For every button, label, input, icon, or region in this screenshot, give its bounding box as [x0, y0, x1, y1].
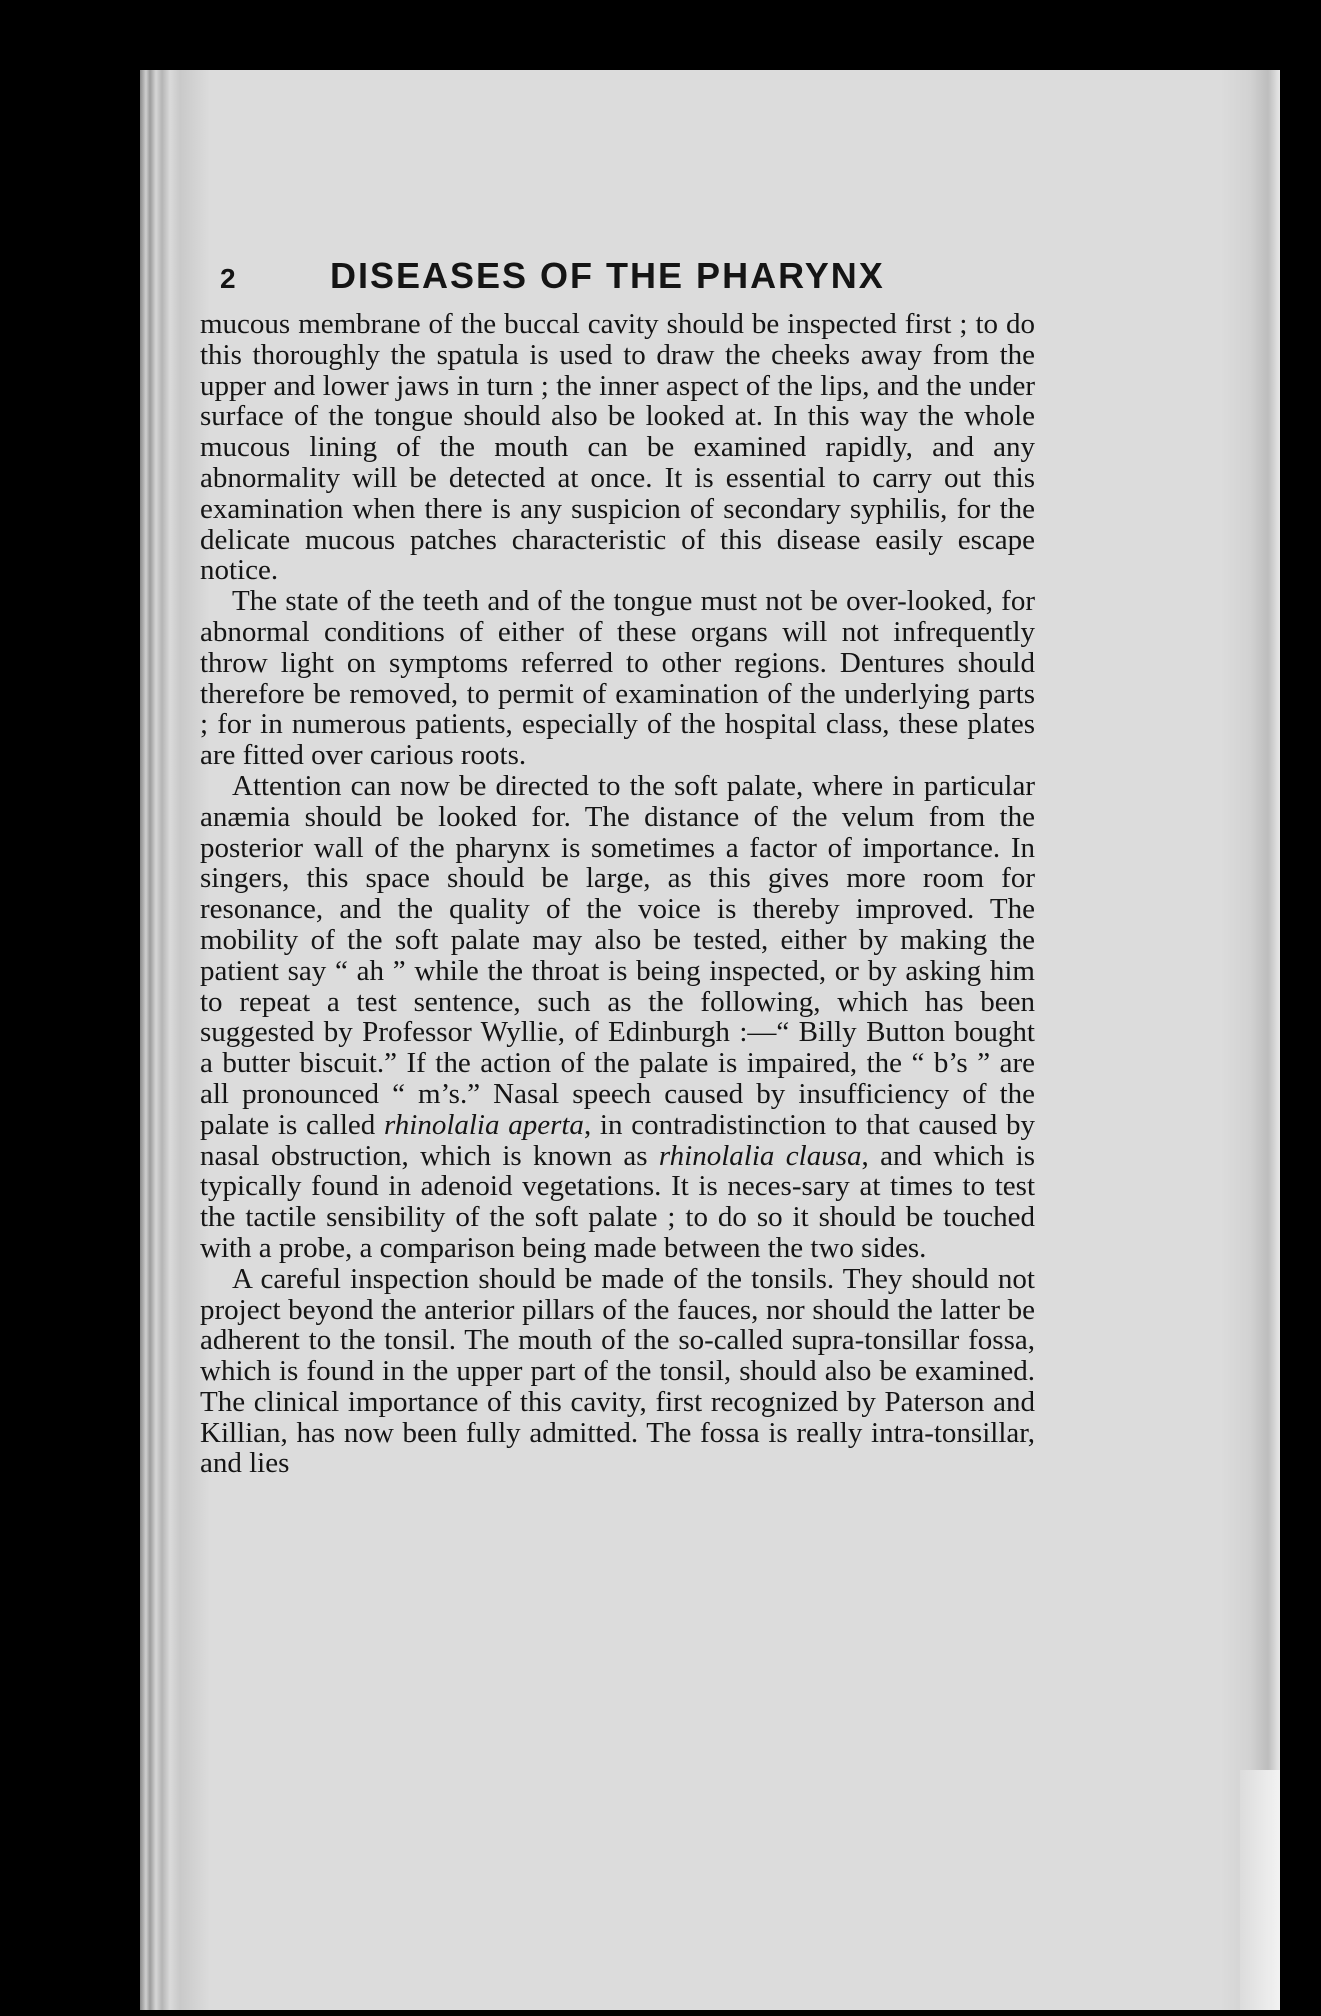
page-corner-shadow — [1240, 1770, 1280, 2010]
soft-palate-text-part1: Attention can now be directed to the soft palate, where in particular anæmia should be looked for. The distance of the velum from the posterior wall of the pharynx is sometimes a factor of importance. In singers, this space should be large, as this gives more room for resonance, and the quality of the voice is thereby improved. The mobility of the soft palate may also be tested, either by making the patient say “ ah ” while the throat is being inspected, or by asking him to repeat a test sentence, such as the following, which has been suggested by Professor Wyllie, of Edinburgh :—“ Billy Button bought a butter biscuit.” If the action of the palate is impaired, the “ b’s ” are all pronounced “ m’s.” Nasal speech caused by insufficiency of the palate is called — [200, 769, 1035, 1141]
paragraph-buccal-cavity: mucous membrane of the buccal cavity should be inspected first ; to do this thoroughly the spatula is used to draw the cheeks away from the upper and lower jaws in turn ; the inner aspect of the lips, and the under surface of the tongue should also be looked at. In this way the whole mucous lining of the mouth can be examined rapidly, and any abnormality will be detected at once. It is essential to carry out this examination when there is any suspicion of secondary syphilis, for the delicate mucous patches characteristic of this disease easily escape notice. — [200, 308, 1035, 587]
page-header — [200, 255, 1035, 297]
soft-palate-text-part3: , and which is typically found in adenoid vegetations. It is neces-sary at times to test the tactile sensibility of the soft palate ; to do so it should be touched with a probe, a comparison being made between the two sides. — [200, 1139, 1035, 1264]
page-outer-edge — [1220, 70, 1280, 2010]
paragraph-soft-palate — [200, 771, 1035, 1264]
soft-palate-text-part2: , in contradistinction to that caused by nasal obstruction, which is known as — [200, 1108, 1035, 1172]
paragraph-tonsils: A careful inspection should be made of the tonsils. They should not project beyond the anterior pillars of the fauces, nor should the latter be adherent to the tonsil. The mouth of the so-called supra-tonsillar fossa, which is found in the upper part of the tonsil, should also be examined. The clinical importance of this cavity, first recognized by Paterson and Killian, has now been fully admitted. The fossa is really intra-tonsillar, and lies — [200, 1262, 1035, 1480]
term-rhinolalia-aperta: rhinolalia aperta — [384, 1108, 584, 1141]
page-number: 2 — [220, 263, 236, 294]
running-head: DISEASES OF THE PHARYNX — [330, 255, 885, 296]
page-content — [200, 255, 1035, 1479]
term-rhinolalia-clausa: rhinolalia clausa — [658, 1139, 862, 1172]
paragraph-teeth-tongue: The state of the teeth and of the tongue must not be over-looked, for abnormal conditions of either of these organs will not infrequently throw light on symptoms referred to other regions. Dentures should therefore be removed, to permit of examination of the underlying parts ; for in numerous patients, especially of the hospital class, these plates are fitted over carious roots. — [200, 585, 1035, 772]
